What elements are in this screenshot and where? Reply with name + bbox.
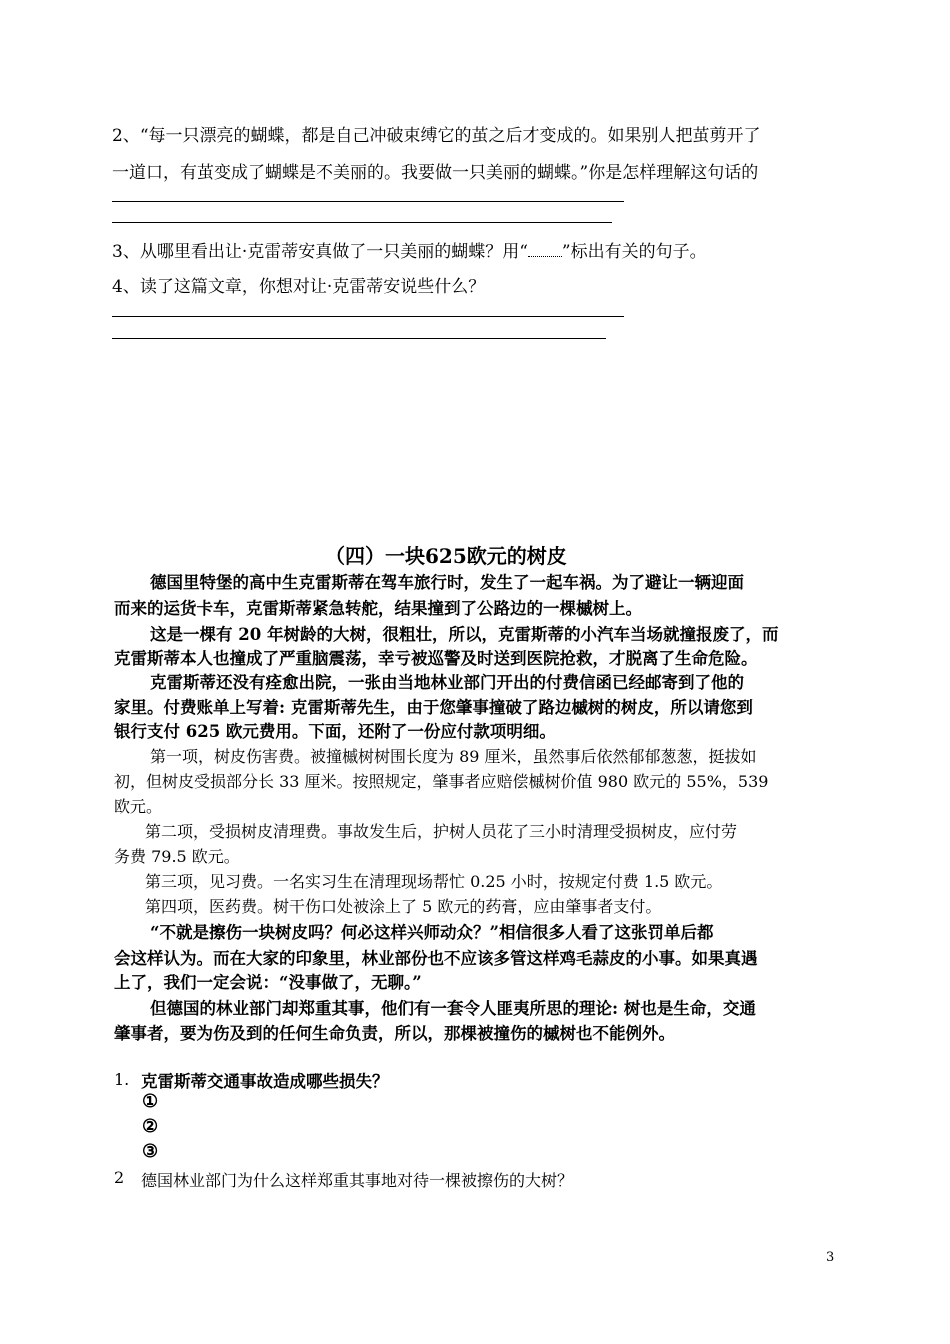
answer-line bbox=[112, 222, 612, 223]
paragraph-4-line-2: 会这样认为。而在大家的印象里，林业部份也不应该多管这样鸡毛蒜皮的小事。如果真遇 bbox=[114, 949, 758, 968]
paragraph-4-line-1: “不就是擦伤一块树皮吗？何必这样兴师动众？”相信很多人看了这张罚单后都 bbox=[150, 923, 714, 942]
item-4: 第四项，医药费。树干伤口处被涂上了 5 欧元的药膏，应由肇事者支付。 bbox=[145, 897, 662, 916]
answer-line bbox=[112, 338, 606, 339]
paragraph-5-line-1: 但德国的林业部门却郑重其事，他们有一套令人匪夷所思的理论: 树也是生命，交通 bbox=[150, 999, 756, 1018]
paragraph-1-line-1: 德国里特堡的高中生克雷斯蒂在驾车旅行时，发生了一起车祸。为了避让一辆迎面 bbox=[150, 573, 744, 592]
item-3: 第三项，见习费。一名实习生在清理现场帮忙 0.25 小时，按规定付费 1.5 欧元。 bbox=[145, 872, 723, 891]
paragraph-3-line-3: 银行支付 625 欧元费用。下面，还附了一份应付款项明细。 bbox=[114, 722, 556, 741]
answer-marker-2: ② bbox=[142, 1116, 159, 1137]
question-2-number: 2 bbox=[114, 1168, 125, 1187]
question-2-line-2: 一道口，有茧变成了蝴蝶是不美丽的。我要做一只美丽的蝴蝶。”你是怎样理解这句话的 bbox=[112, 163, 759, 183]
question-2-line-1: 2、“每一只漂亮的蝴蝶，都是自己冲破束缚它的茧之后才变成的。如果别人把茧剪开了 bbox=[112, 126, 761, 146]
question-4: 4、读了这篇文章，你想对让·克雷蒂安说些什么？ bbox=[112, 277, 486, 297]
answer-line bbox=[112, 316, 624, 317]
answer-marker-1: ① bbox=[142, 1091, 159, 1112]
question-2-text: 德国林业部门为什么这样郑重其事地对待一棵被擦伤的大树？ bbox=[141, 1171, 574, 1190]
item-2-line-1: 第二项，受损树皮清理费。事故发生后，护树人员花了三小时清理受损树皮，应付劳 bbox=[145, 822, 738, 841]
paragraph-1-line-2: 而来的运货卡车，克雷斯蒂紧急转舵，结果撞到了公路边的一棵槭树上。 bbox=[114, 599, 642, 618]
question-1-number: 1. bbox=[114, 1070, 130, 1089]
question-3 bbox=[112, 237, 707, 262]
section-four-title: （四）一块625欧元的树皮 bbox=[325, 544, 567, 568]
paragraph-5-line-2: 肇事者，要为伤及到的任何生命负责，所以，那棵被撞伤的槭树也不能例外。 bbox=[114, 1024, 675, 1043]
item-1-line-3: 欧元。 bbox=[114, 797, 163, 816]
paragraph-2-line-2: 克雷斯蒂本人也撞成了严重脑震荡，幸亏被巡警及时送到医院抢救，才脱离了生命危险。 bbox=[114, 649, 758, 668]
paragraph-4-line-3: 上了，我们一定会说：“没事做了，无聊。” bbox=[114, 973, 422, 992]
answer-marker-3: ③ bbox=[142, 1141, 159, 1162]
paragraph-3-line-1: 克雷斯蒂还没有痊愈出院，一张由当地林业部门开出的付费信函已经邮寄到了他的 bbox=[150, 673, 744, 692]
question-3-text-after: ”标出有关的句子。 bbox=[561, 242, 707, 262]
page-number: 3 bbox=[826, 1250, 835, 1265]
paragraph-2-line-1: 这是一棵有 20 年树龄的大树，很粗壮，所以，克雷斯蒂的小汽车当场就撞报废了，而 bbox=[150, 625, 779, 644]
item-2-line-2: 务费 79.5 欧元。 bbox=[114, 847, 240, 866]
item-1-line-2: 初，但树皮受损部分长 33 厘米。按照规定，肇事者应赔偿槭树价值 980 欧元的 55%，539 bbox=[114, 772, 769, 791]
question-3-text-before: 3、从哪里看出让·克雷蒂安真做了一只美丽的蝴蝶？用“ bbox=[112, 242, 528, 262]
paragraph-3-line-2: 家里。付费账单上写着: 克雷斯蒂先生，由于您肇事撞破了路边槭树的树皮，所以请您到 bbox=[114, 698, 753, 717]
answer-line bbox=[112, 201, 624, 202]
item-1-line-1: 第一项，树皮伤害费。被撞槭树树围长度为 89 厘米，虽然事后依然郁郁葱葱，挺拔如 bbox=[150, 747, 757, 766]
wavy-underline-mark bbox=[528, 242, 562, 257]
question-1-text: 克雷斯蒂交通事故造成哪些损失？ bbox=[141, 1072, 389, 1091]
